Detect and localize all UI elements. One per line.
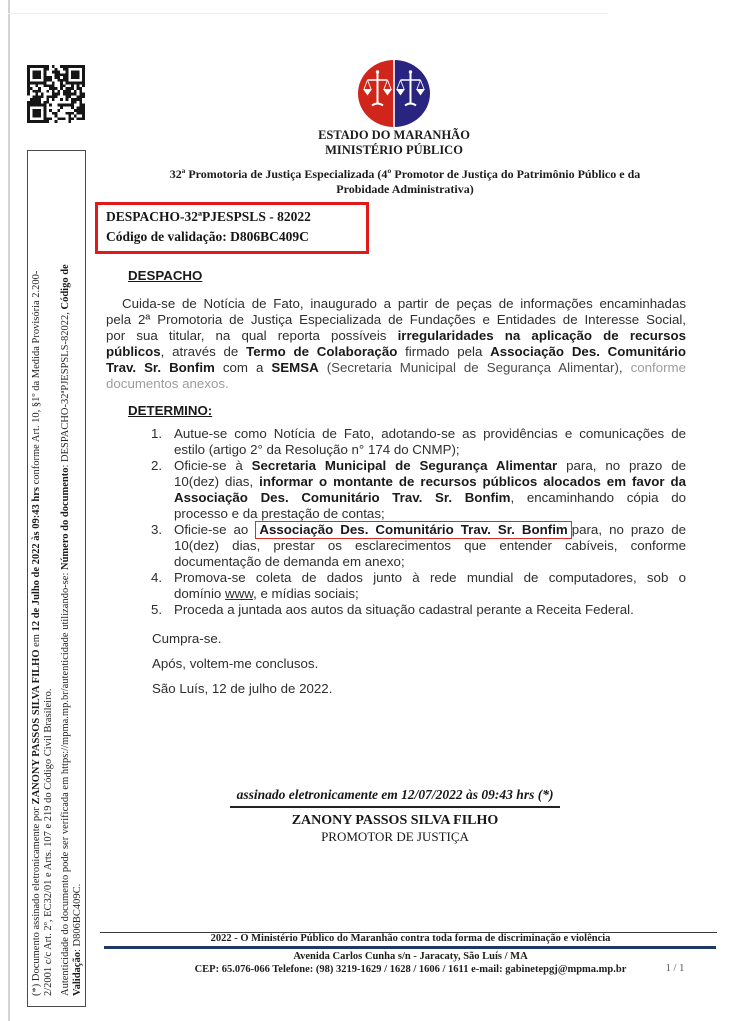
footer-address: Avenida Carlos Cunha s/n - Jaracaty, São Luís / MA [293, 951, 528, 962]
footer-motto: 2022 - O Ministério Público do Maranhão contra toda forma de discriminação e violência [210, 933, 611, 944]
page-indicator: 1 / 1 [665, 963, 685, 974]
org-name-line2: MINISTÉRIO PÚBLICO [325, 143, 463, 157]
signer-role: PROMOTOR DE JUSTIÇA [321, 829, 469, 844]
page-left-edge [8, 0, 10, 1021]
text-segment: Termo de Colaboração [246, 344, 398, 359]
text-segment: processo e da prestação de contas; [174, 506, 385, 521]
text-segment: Cuida-se de Notícia de Fato, inaugurado a partir de peças de informações encaminhadas [122, 296, 686, 311]
text-segment: SEMSA [271, 360, 319, 375]
text-segment: www [225, 586, 254, 601]
text-line [174, 490, 686, 506]
intro-paragraph [106, 296, 686, 392]
list-item [106, 458, 686, 522]
qr-code [27, 64, 85, 124]
scales-of-justice-logo [358, 60, 430, 127]
authenticity-text [28, 151, 85, 1006]
text-segment: com a [214, 360, 272, 375]
list-item-number: 5. [151, 602, 163, 617]
text-line [174, 538, 686, 554]
text-line [60, 161, 72, 996]
validation-box [95, 202, 369, 254]
text-segment: Autue-se como Notícia de Fato, adotando-se as providências e comunicações de [174, 426, 686, 441]
text-line [174, 474, 686, 490]
text-segment: ZANONY PASSOS SILVA FILHO [31, 649, 42, 805]
text-segment: para, no prazo de [571, 522, 686, 537]
text-segment: Autenticidade do documento pode ser verificada em https://mpma.mp.br/autenticidade utilizando-se: [60, 570, 71, 996]
promotoria-subtitle-line1: 32ª Promotoria de Justiça Especializada (4º Promotor de Justiça do Patrimônio Público e da [169, 167, 641, 181]
text-segment: Secretaria Municipal de Segurança Alimentar [251, 458, 558, 473]
org-name-line1: ESTADO DO MARANHÃO [318, 128, 470, 142]
text-segment: 12 de Julho de 2022 às 09:43 hrs [31, 487, 42, 632]
determino-heading: DETERMINO: [128, 403, 213, 418]
promotoria-subtitle-line2: Probidade Administrativa) [336, 182, 474, 196]
page-top-edge [8, 13, 608, 14]
text-line [174, 586, 686, 602]
text-segment: firmado pela [397, 344, 491, 359]
text-segment: Proceda a juntada aos autos da situação cadastral perante a Receita Federal. [174, 602, 634, 617]
text-line [106, 360, 686, 376]
text-segment: , e mídias sociais; [253, 586, 359, 601]
text-segment: conforme Art. 10, §1º da Medida Provisória 2.200- [31, 270, 42, 488]
list-item [106, 522, 686, 570]
text-segment: Oficie-se ao [174, 522, 256, 537]
text-segment: 2/2001 c/c Art. 2º, EC32/01 e Arts. 107 e 219 do Código Civil Brasileiro. [43, 688, 54, 996]
closing-line: São Luís, 12 de julho de 2022. [152, 681, 333, 696]
despacho-heading: DESPACHO [128, 268, 203, 283]
text-segment: irregularidades na aplicação de recursos [397, 328, 687, 343]
text-segment: estilo (artigo 2° da Resolução n° 174 do CNMP); [174, 442, 460, 457]
text-line [43, 161, 55, 996]
list-item-number: 1. [151, 426, 163, 441]
text-segment: , encaminhando cópia do [510, 490, 686, 505]
text-segment: 10(dez) dias, prestar os esclarecimentos que entender cabíveis, conforme [174, 538, 686, 553]
text-line [106, 344, 686, 360]
list-item-number: 4. [151, 570, 163, 585]
text-segment: Validação [72, 952, 83, 996]
text-segment: Associação Des. Comunitário [490, 344, 686, 359]
text-line [174, 554, 686, 570]
highlighted-entity: Associação Des. Comunitário Trav. Sr. Bonfim [255, 521, 571, 539]
text-segment: para, no prazo de [557, 458, 686, 473]
document-number: DESPACHO-32ªPJESPSLS - 82022 [106, 209, 311, 224]
signature-rule [230, 806, 560, 808]
list-item-number: 2. [151, 458, 163, 473]
list-item-number: 3. [151, 522, 163, 537]
text-line [174, 602, 686, 618]
text-segment: informar o montante de recursos públicos alocados em favor da [259, 474, 686, 489]
text-line [106, 296, 686, 312]
authenticity-sidebar [27, 150, 86, 1007]
text-line [106, 328, 686, 344]
text-segment: pela 2ª Promotoria de Justiça Especializada de Fundações e Entidades de Interesse Social, [106, 312, 686, 327]
text-segment: : D806BC409C. [72, 883, 83, 953]
text-segment: documentação de demanda em anexo; [174, 554, 405, 569]
text-segment: Trav. Sr. Bonfim [106, 360, 215, 375]
text-segment: conforme [622, 360, 687, 375]
signer-name: ZANONY PASSOS SILVA FILHO [291, 813, 499, 828]
determination-list [106, 426, 686, 618]
text-segment: Oficie-se à [174, 458, 252, 473]
text-segment: por sua titular, na qual reporta possíveis [106, 328, 398, 343]
closing-line: Cumpra-se. [152, 631, 222, 646]
document-body [106, 268, 686, 697]
text-line [174, 522, 686, 538]
closing-block [152, 631, 686, 697]
list-item [106, 570, 686, 602]
text-line [106, 312, 686, 328]
text-segment: documentos anexos. [106, 376, 229, 391]
footer-contact: CEP: 65.076-066 Telefone: (98) 3219-1629 / 1628 / 1606 / 1611 e-mail: gabinetepgj@mpma.mp.br [194, 964, 627, 975]
esign-statement: assinado eletronicamente em 12/07/2022 às 09:43 hrs (*) [236, 787, 554, 802]
text-line [31, 161, 43, 996]
list-item [106, 426, 686, 458]
text-line [174, 506, 686, 522]
text-segment: Código de [60, 264, 71, 310]
text-line [72, 161, 84, 996]
text-segment: : DESPACHO-32ªPJESPSLS-82022, [60, 309, 71, 468]
text-line [174, 458, 686, 474]
text-segment: (*) Documento assinado eletronicamente por [31, 804, 42, 996]
text-segment: , através de [160, 344, 247, 359]
text-line [174, 570, 686, 586]
signature-block [54, 787, 736, 845]
text-line [106, 376, 686, 392]
text-segment: Promova-se coleta de dados junto à rede mundial de computadores, sob o [174, 570, 686, 585]
list-item [106, 602, 686, 618]
text-segment: domínio [174, 586, 225, 601]
text-segment: Número do documento [60, 467, 71, 570]
footer-navy-bar [104, 946, 716, 949]
text-line [174, 426, 686, 442]
text-segment: (Secretaria Municipal de Segurança Alimentar), [318, 360, 623, 375]
closing-line: Após, voltem-me conclusos. [152, 656, 319, 671]
text-segment: públicos [106, 344, 161, 359]
validation-code: Código de validação: D806BC409C [106, 229, 309, 244]
text-segment: 10(dez) dias, [174, 474, 260, 489]
text-segment: em [31, 631, 42, 650]
text-segment: Associação Des. Comunitário Trav. Sr. Bonfim [174, 490, 511, 505]
text-line [174, 442, 686, 458]
